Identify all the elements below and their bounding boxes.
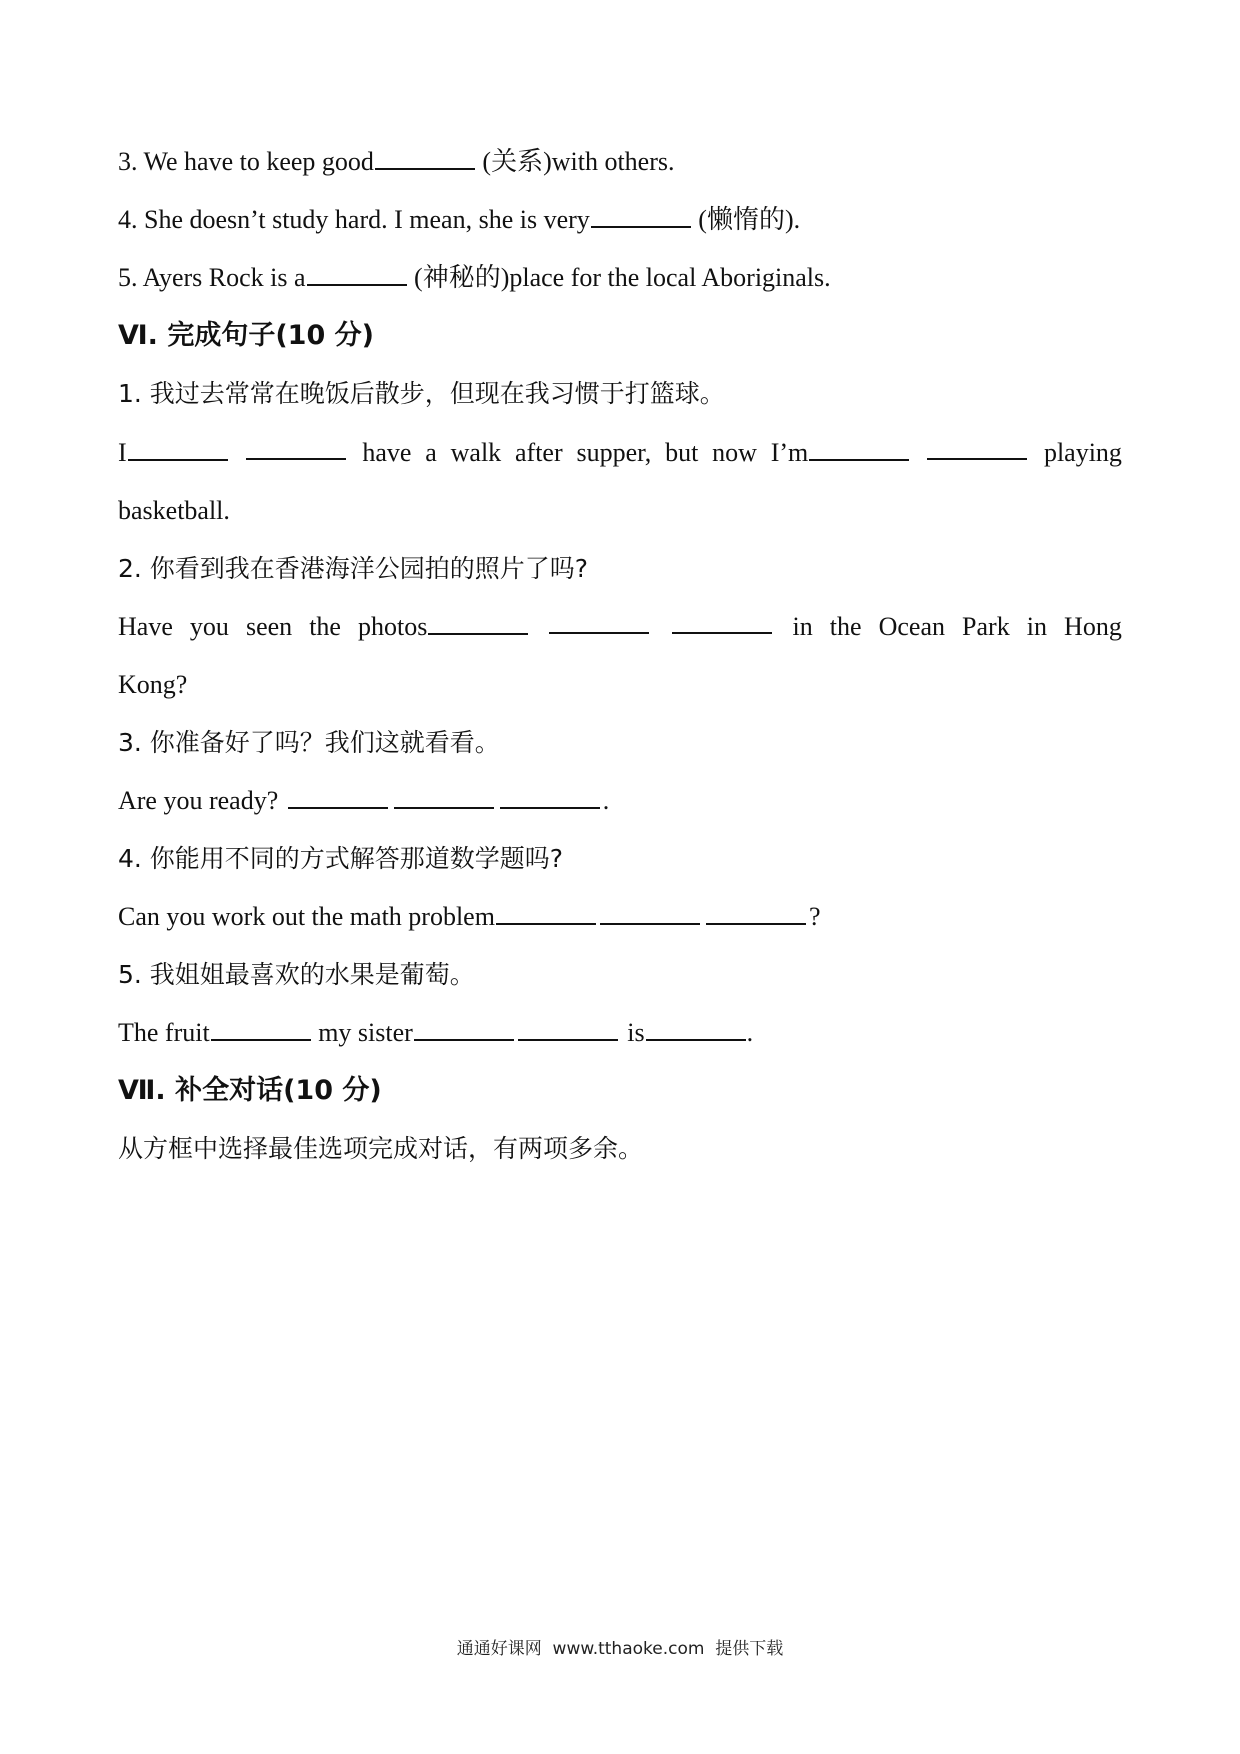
answer-blank[interactable] <box>706 901 806 925</box>
s6-q1-continuation: basketball. <box>118 496 230 525</box>
answer-blank[interactable] <box>246 436 346 460</box>
answer-blank[interactable] <box>375 146 475 170</box>
section7-instruction: 从方框中选择最佳选项完成对话，有两项多余。 <box>118 1134 644 1163</box>
s6-q3-answer-line <box>118 784 1122 818</box>
q4-text-before: Can you work out the math problem <box>118 902 495 931</box>
s6-q2-prompt: 2. 你看到我在香港海洋公园拍的照片了吗? <box>118 554 589 583</box>
section5-question-4 <box>118 203 1122 237</box>
answer-blank[interactable] <box>307 262 407 286</box>
answer-blank[interactable] <box>591 204 691 228</box>
q5-part-2: my sister <box>311 1018 413 1047</box>
answer-blank[interactable] <box>646 1017 746 1041</box>
q5-part-1: The fruit <box>118 1018 210 1047</box>
answer-blank[interactable] <box>518 1017 618 1041</box>
page-footer: 通通好课网 www.tthaoke.com 提供下载 <box>456 1639 784 1659</box>
s6-q4-prompt: 4. 你能用不同的方式解答那道数学题吗? <box>118 844 564 873</box>
answer-blank[interactable] <box>496 901 596 925</box>
word: Hong <box>1064 612 1122 641</box>
section6-heading: Ⅵ. 完成句子(10 分) <box>118 320 374 351</box>
word: a <box>425 438 437 467</box>
word: walk <box>450 438 502 467</box>
word: seen <box>245 612 293 641</box>
word: Park <box>962 612 1010 641</box>
word: the <box>829 612 862 641</box>
word: you <box>189 612 229 641</box>
word: supper, <box>576 438 652 467</box>
word: in <box>1026 612 1047 641</box>
answer-blank[interactable] <box>672 610 772 634</box>
s6-q5-prompt: 5. 我姐姐最喜欢的水果是葡萄。 <box>118 960 475 989</box>
q3-text-after: (关系)with others. <box>475 147 675 176</box>
answer-blank[interactable] <box>394 785 494 809</box>
word: after <box>515 438 563 467</box>
section5-question-3 <box>118 145 1122 179</box>
q4-text-after: (懒惰的). <box>691 205 801 234</box>
section5-question-5 <box>118 261 1122 295</box>
answer-blank[interactable] <box>128 437 228 461</box>
word: the <box>309 612 341 641</box>
answer-blank[interactable] <box>414 1017 514 1041</box>
answer-blank[interactable] <box>288 785 388 809</box>
q3-text-after: . <box>602 786 610 815</box>
word: playing <box>1043 438 1122 467</box>
answer-blank[interactable] <box>500 785 600 809</box>
s6-q4-answer-line <box>118 900 1122 934</box>
answer-blank[interactable] <box>428 611 528 635</box>
q5-text-after: (神秘的)place for the local Aboriginals. <box>407 263 831 292</box>
q4-text-before: 4. She doesn’t study hard. I mean, she is very <box>118 205 590 234</box>
word: photos <box>358 610 529 644</box>
answer-blank[interactable] <box>927 436 1027 460</box>
word: in <box>792 612 813 641</box>
s6-q3-prompt: 3. 你准备好了吗？我们这就看看。 <box>118 728 500 757</box>
s6-q2-answer-line <box>118 610 1122 644</box>
q5-text-before: 5. Ayers Rock is a <box>118 263 306 292</box>
answer-blank[interactable] <box>549 610 649 634</box>
word: now <box>712 438 757 467</box>
word: but <box>665 438 699 467</box>
answer-blank[interactable] <box>211 1017 311 1041</box>
word: Have <box>118 612 173 641</box>
q5-part-3: is <box>620 1018 645 1047</box>
word: have <box>362 438 412 467</box>
s6-q2-continuation: Kong? <box>118 670 188 699</box>
s6-q1-prompt: 1. 我过去常常在晚饭后散步，但现在我习惯于打篮球。 <box>118 379 725 408</box>
s6-q5-answer-line <box>118 1016 1122 1050</box>
q5-part-4: . <box>746 1018 754 1047</box>
answer-blank[interactable] <box>809 437 909 461</box>
q3-text-before: 3. We have to keep good <box>118 147 374 176</box>
q4-text-after: ? <box>808 902 821 931</box>
word: I <box>118 436 229 470</box>
s6-q1-answer-line <box>118 436 1122 470</box>
word: I’m <box>771 436 911 470</box>
section7-heading: Ⅶ. 补全对话(10 分) <box>118 1075 382 1106</box>
word: Ocean <box>878 612 945 641</box>
q3-text-before: Are you ready? <box>118 786 285 815</box>
answer-blank[interactable] <box>600 901 700 925</box>
